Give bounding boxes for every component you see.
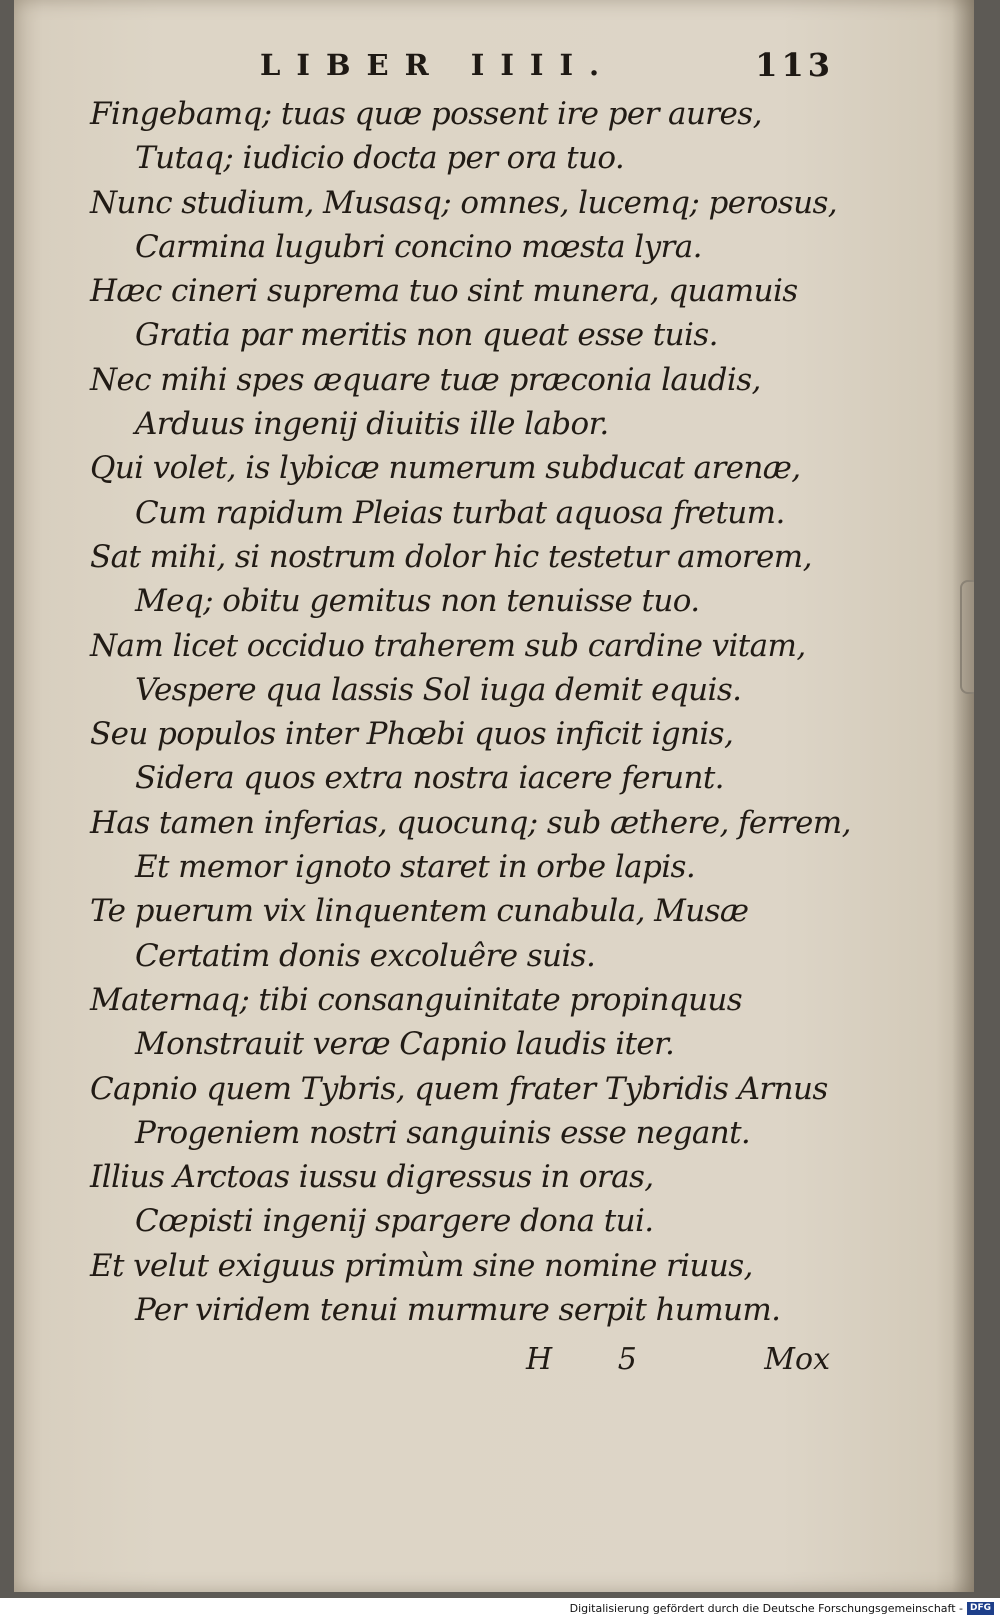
verse-line: Cœpisti ingenij spargere dona tui. [135,1203,654,1240]
verse-line: Arduus ingenij diuitis ille labor. [135,406,609,443]
catchword: Mox [764,1342,830,1377]
verse-line: Nam licet occiduo traherem sub cardine vitam, [90,627,806,664]
verse-line: Carmina lugubri concino mœsta lyra. [135,228,702,265]
page-number: 113 [755,46,834,84]
page-tab-mark [960,580,974,694]
verse-line: Nec mihi spes æquare tuæ præconia laudis, [90,361,761,398]
page-edge-shadow [952,0,974,1592]
verse-line: Sat mihi, si nostrum dolor hic testetur amorem, [90,538,812,575]
verse-line: Progeniem nostri sanguinis esse negant. [135,1114,751,1151]
verse-line: Nunc studium, Musasq; omnes, lucemq; perosus, [90,184,838,221]
verse-line: Has tamen inferias, quocunq; sub æthere, ferrem, [90,804,851,841]
running-title: LIBER IIII. [260,48,616,82]
running-head [254,44,834,88]
verse-line: Certatim donis excoluêre suis. [135,937,596,974]
verse-line: Et velut exiguus primùm sine nomine riuus, [90,1247,753,1284]
credit-text: Digitalisierung gefördert durch die Deutsche Forschungsgemeinschaft - [569,1602,963,1615]
verse-line: Illius Arctoas iussu digressus in oras, [90,1159,654,1196]
verse-block [90,92,850,1332]
verse-line: Maternaq; tibi consanguinitate propinquus [90,981,743,1018]
dfg-logo-icon: DFG [967,1602,994,1615]
verse-line: Tutaq; iudicio docta per ora tuo. [135,140,625,177]
verse-line: Monstrauit veræ Capnio laudis iter. [135,1026,675,1063]
verse-line: Seu populos inter Phœbi quos inficit ignis, [90,716,734,753]
digitization-credit [570,1602,994,1615]
verse-line: Gratia par meritis non queat esse tuis. [135,317,718,354]
verse-line: Vespere qua lassis Sol iuga demit equis. [135,671,742,708]
verse-line: Te puerum vix linquentem cunabula, Musæ [90,893,749,930]
verse-line: Meq; obitu gemitus non tenuisse tuo. [135,583,700,620]
verse-line: Fingebamq; tuas quæ possent ire per aures, [90,96,762,132]
signature-mark: H 5 [526,1342,665,1377]
book-page [14,0,974,1592]
verse-line: Qui volet, is lybicæ numerum subducat arenæ, [90,450,801,487]
verse-line: Hæc cineri suprema tuo sint munera, quamuis [90,273,798,310]
verse-line: Cum rapidum Pleias turbat aquosa fretum. [135,494,785,531]
verse-line: Capnio quem Tybris, quem frater Tybridis Arnus [90,1070,828,1107]
verse-line: Et memor ignoto staret in orbe lapis. [135,849,696,886]
verse-line: Per viridem tenui murmure serpit humum. [135,1292,781,1329]
page-footer [90,1342,830,1386]
verse-line: Sidera quos extra nostra iacere ferunt. [135,760,724,797]
